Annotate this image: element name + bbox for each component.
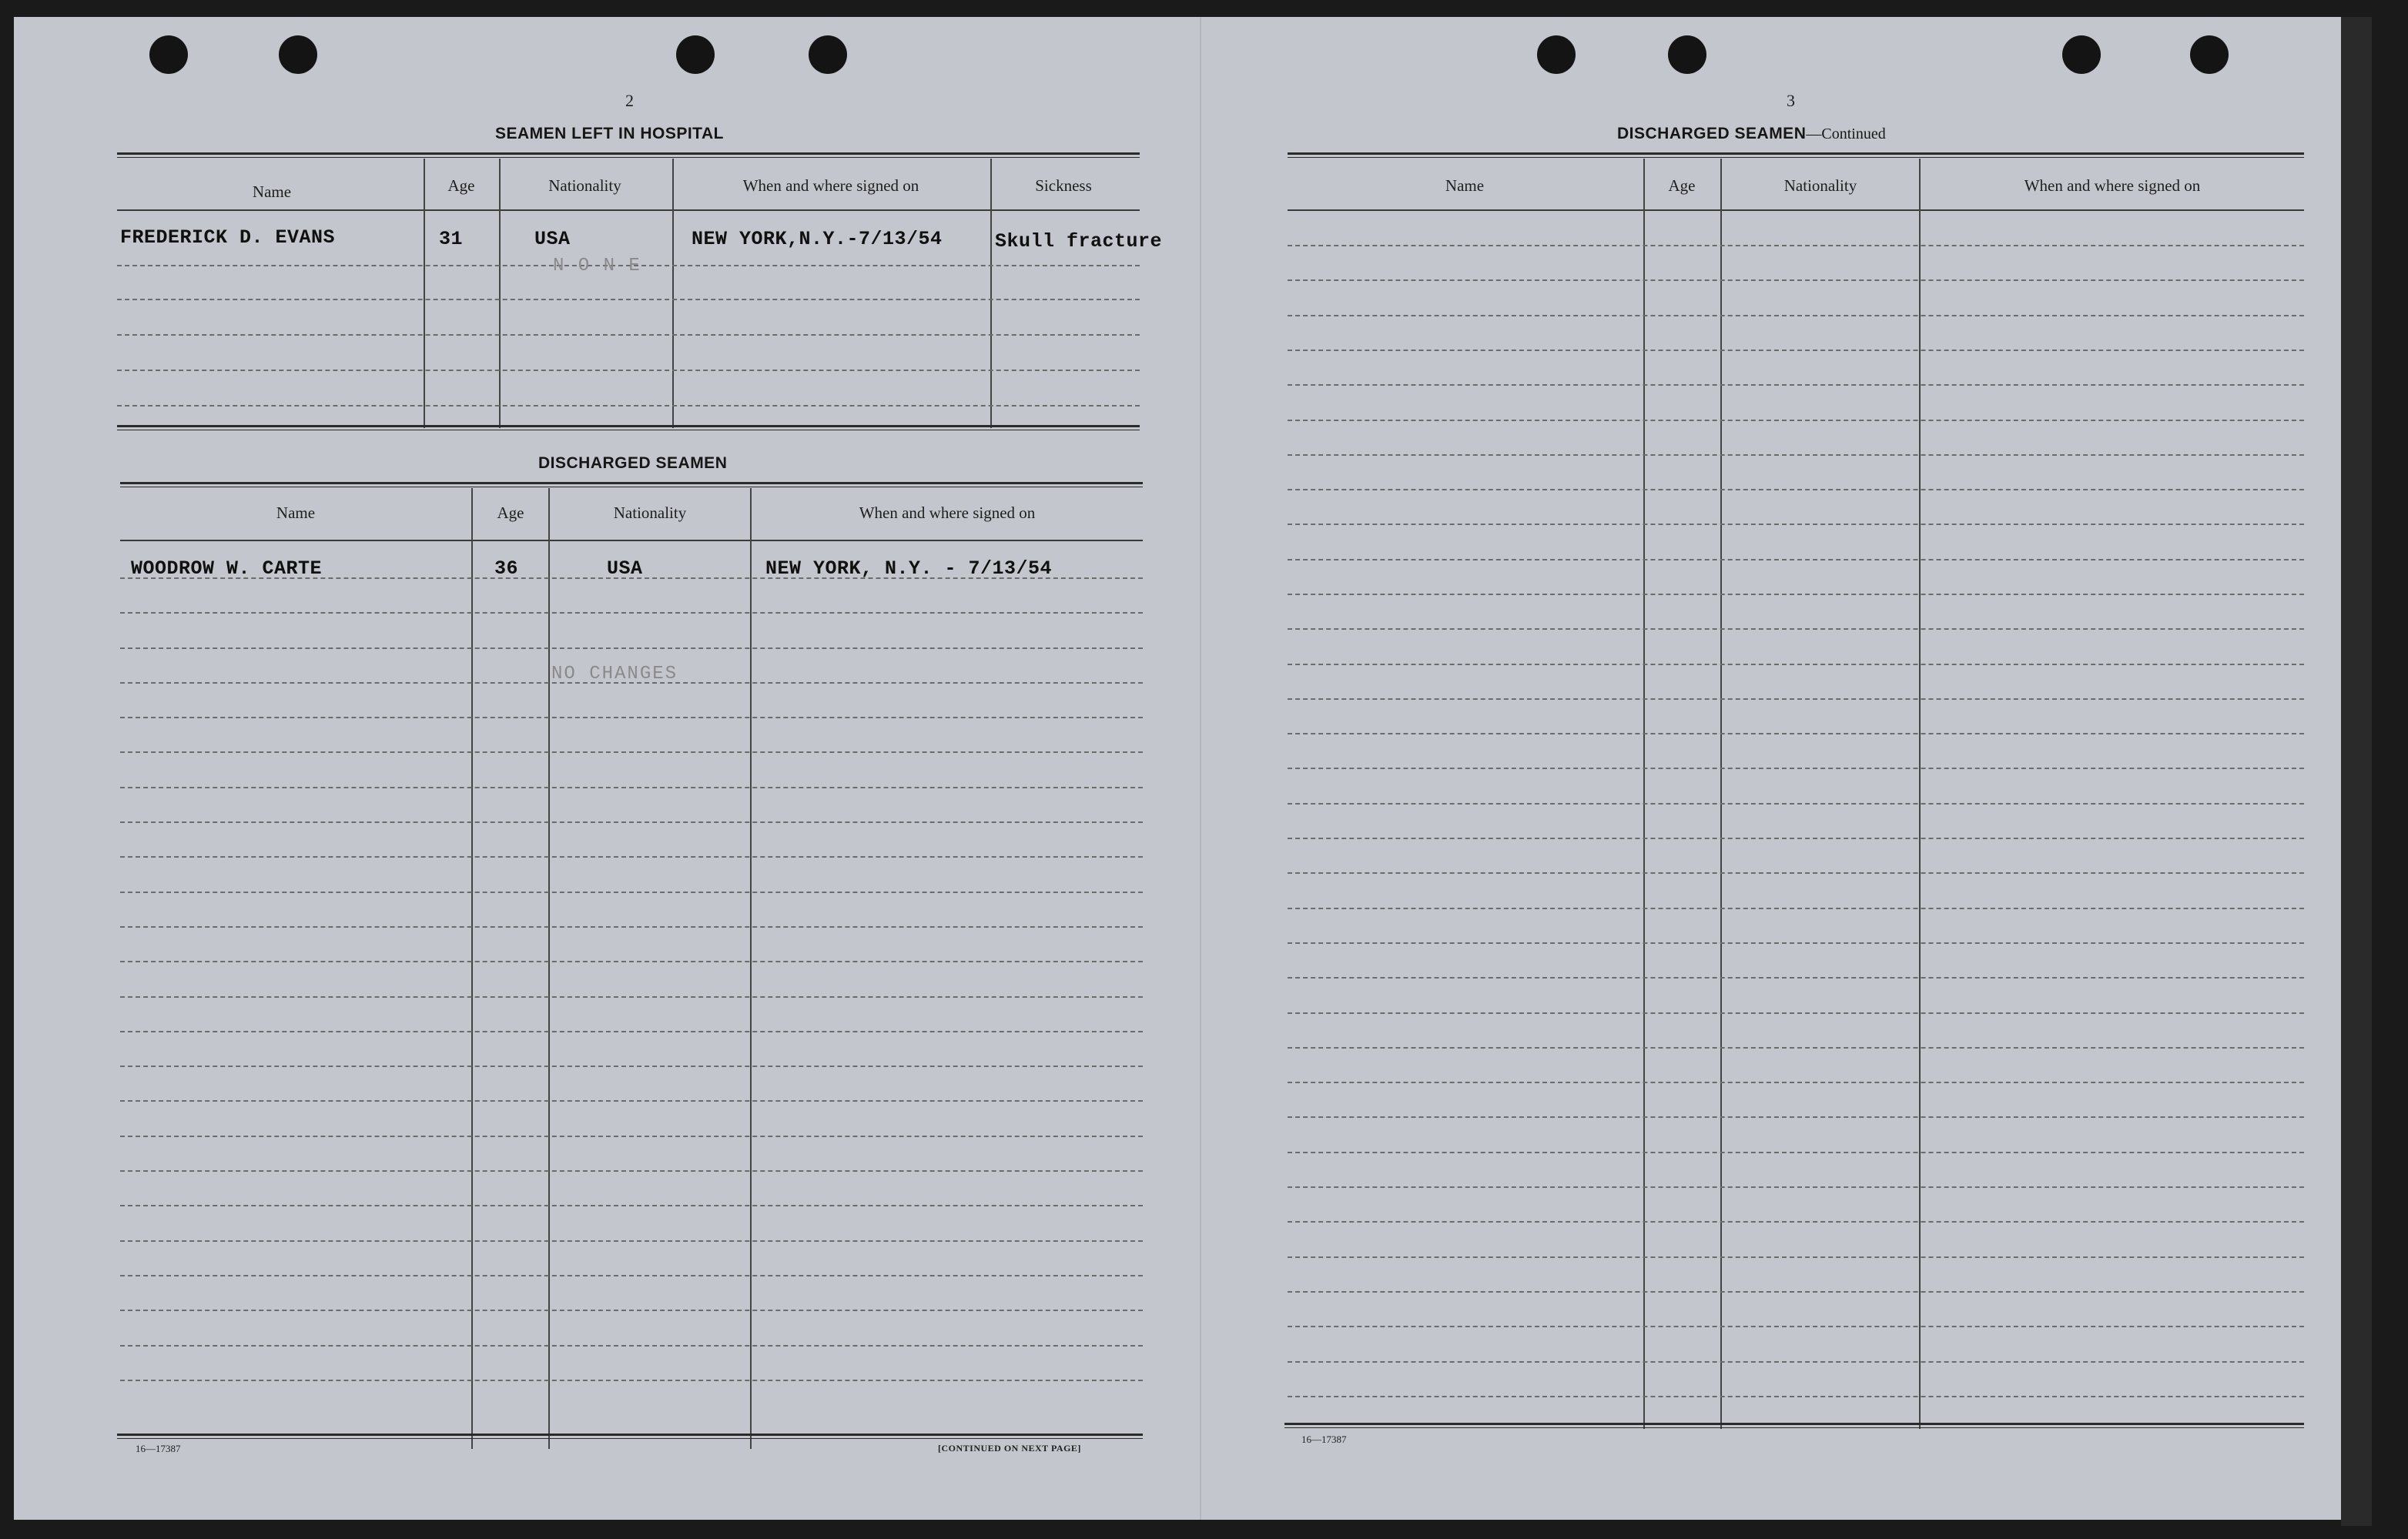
row-line [1288, 245, 2304, 246]
hospital-row-line [117, 405, 1140, 406]
form-number-left: 16—17387 [136, 1443, 181, 1454]
punch-hole [809, 35, 847, 74]
bleed-through-no-changes: NO CHANGES [551, 664, 678, 684]
row-line [1288, 350, 2304, 351]
row-line [120, 926, 1143, 928]
continued-note: [CONTINUED ON NEXT PAGE] [938, 1443, 1081, 1454]
punch-hole [1668, 35, 1706, 74]
row-line [1288, 420, 2304, 421]
row-line [120, 961, 1143, 962]
row-line [120, 647, 1143, 649]
row-line [120, 1275, 1143, 1276]
row-line [1288, 872, 2304, 874]
row-line [1288, 524, 2304, 525]
discharged-row-age: 36 [494, 557, 519, 580]
row-line [120, 1205, 1143, 1206]
row-line [1288, 733, 2304, 734]
row-line [120, 996, 1143, 998]
punch-hole [676, 35, 715, 74]
right-header-signed-on: When and where signed on [2024, 176, 2201, 195]
row-line [120, 1380, 1143, 1381]
row-line [1288, 1291, 2304, 1293]
hospital-header-name: Name [252, 182, 292, 201]
discharged-col-divider [750, 488, 752, 1449]
punch-hole [1537, 35, 1576, 74]
hospital-section-title: SEAMEN LEFT IN HOSPITAL [495, 125, 724, 142]
discharged-header-age: Age [497, 504, 524, 522]
row-line [1288, 1256, 2304, 1258]
right-top-rule [1288, 152, 2304, 158]
row-line [1288, 454, 2304, 456]
row-line [1288, 594, 2304, 595]
punch-hole [149, 35, 188, 74]
row-line [120, 577, 1143, 579]
discharged-row-name: WOODROW W. CARTE [131, 557, 323, 580]
row-line [1288, 628, 2304, 630]
hospital-row-line [117, 370, 1140, 371]
hospital-row-line [117, 334, 1140, 336]
hospital-row-age: 31 [439, 228, 464, 250]
discharged-continued-suffix: —Continued [1806, 125, 1886, 142]
document-sheet [14, 17, 2355, 1520]
row-line [120, 1170, 1143, 1172]
right-header-name: Name [1445, 176, 1485, 195]
row-line [120, 717, 1143, 718]
row-line [120, 1345, 1143, 1347]
discharged-col-divider [548, 488, 550, 1449]
hospital-row-signed-on: NEW YORK,N.Y.-7/13/54 [692, 228, 943, 250]
discharged-continued-title [1617, 125, 1886, 143]
hospital-row-sickness: Skull fracture [995, 230, 1163, 253]
row-line [1288, 1152, 2304, 1153]
discharged-row-nationality: USA [607, 557, 643, 580]
hospital-col-divider [672, 159, 674, 428]
row-line [120, 787, 1143, 788]
hospital-header-signed-on: When and where signed on [742, 176, 919, 195]
row-line [1288, 1082, 2304, 1083]
row-line [1288, 1116, 2304, 1118]
row-line [120, 1031, 1143, 1032]
right-header-age: Age [1668, 176, 1696, 195]
discharged-section-title: DISCHARGED SEAMEN [538, 454, 728, 472]
row-line [120, 682, 1143, 684]
row-line [120, 1240, 1143, 1242]
row-line [1288, 698, 2304, 700]
row-line [1288, 768, 2304, 769]
discharged-header-signed-on: When and where signed on [859, 504, 1036, 522]
row-line [1288, 977, 2304, 979]
row-line [120, 1310, 1143, 1311]
hospital-bottom-rule [117, 425, 1140, 430]
hospital-header-sickness: Sickness [1035, 176, 1092, 195]
discharged-header-name: Name [276, 504, 316, 522]
row-line [120, 892, 1143, 893]
hospital-col-divider [990, 159, 992, 428]
discharged-header-nationality: Nationality [613, 504, 687, 522]
right-header-nationality: Nationality [1783, 176, 1857, 195]
row-line [1288, 803, 2304, 805]
scan-edge [2341, 17, 2372, 1526]
row-line [1288, 1326, 2304, 1327]
row-line [1288, 559, 2304, 560]
row-line [1288, 664, 2304, 665]
punch-hole [2190, 35, 2229, 74]
row-line [120, 751, 1143, 753]
discharged-col-divider [471, 488, 473, 1449]
hospital-header-age: Age [447, 176, 475, 195]
row-line [1288, 1221, 2304, 1223]
row-line [120, 821, 1143, 823]
punch-hole [2062, 35, 2101, 74]
form-number-right: 16—17387 [1301, 1434, 1347, 1445]
hospital-top-rule [117, 152, 1140, 158]
row-line [1288, 1396, 2304, 1397]
hospital-header-rule [117, 209, 1140, 211]
row-line [1288, 1012, 2304, 1014]
row-line [1288, 908, 2304, 909]
row-line [1288, 942, 2304, 944]
hospital-header-nationality: Nationality [548, 176, 621, 195]
hospital-row-name: FREDERICK D. EVANS [120, 226, 336, 249]
punch-hole [279, 35, 317, 74]
right-bottom-rule [1284, 1423, 2304, 1428]
page-fold [1200, 17, 1201, 1520]
hospital-row-line [117, 299, 1140, 300]
row-line [1288, 1047, 2304, 1049]
discharged-row-signed-on: NEW YORK, N.Y. - 7/13/54 [765, 557, 1053, 580]
row-line [1288, 279, 2304, 281]
discharged-continued-title-text: DISCHARGED SEAMEN [1617, 125, 1807, 142]
bleed-through-none: N O N E [553, 256, 641, 276]
row-line [1288, 1186, 2304, 1188]
row-line [1288, 489, 2304, 490]
row-line [120, 856, 1143, 858]
row-line [1288, 315, 2304, 316]
hospital-col-divider [499, 159, 501, 428]
row-line [1288, 1361, 2304, 1363]
row-line [120, 1136, 1143, 1137]
row-line [120, 1100, 1143, 1102]
row-line [120, 612, 1143, 614]
discharged-header-rule [120, 540, 1143, 541]
hospital-row-nationality: USA [534, 228, 571, 250]
right-header-rule [1288, 209, 2304, 211]
discharged-top-rule [120, 482, 1143, 487]
row-line [1288, 838, 2304, 839]
page-number-left: 2 [625, 91, 634, 110]
row-line [1288, 384, 2304, 386]
hospital-col-divider [424, 159, 425, 428]
discharged-bottom-rule [117, 1434, 1143, 1439]
page-number-right: 3 [1787, 91, 1795, 110]
row-line [120, 1066, 1143, 1067]
